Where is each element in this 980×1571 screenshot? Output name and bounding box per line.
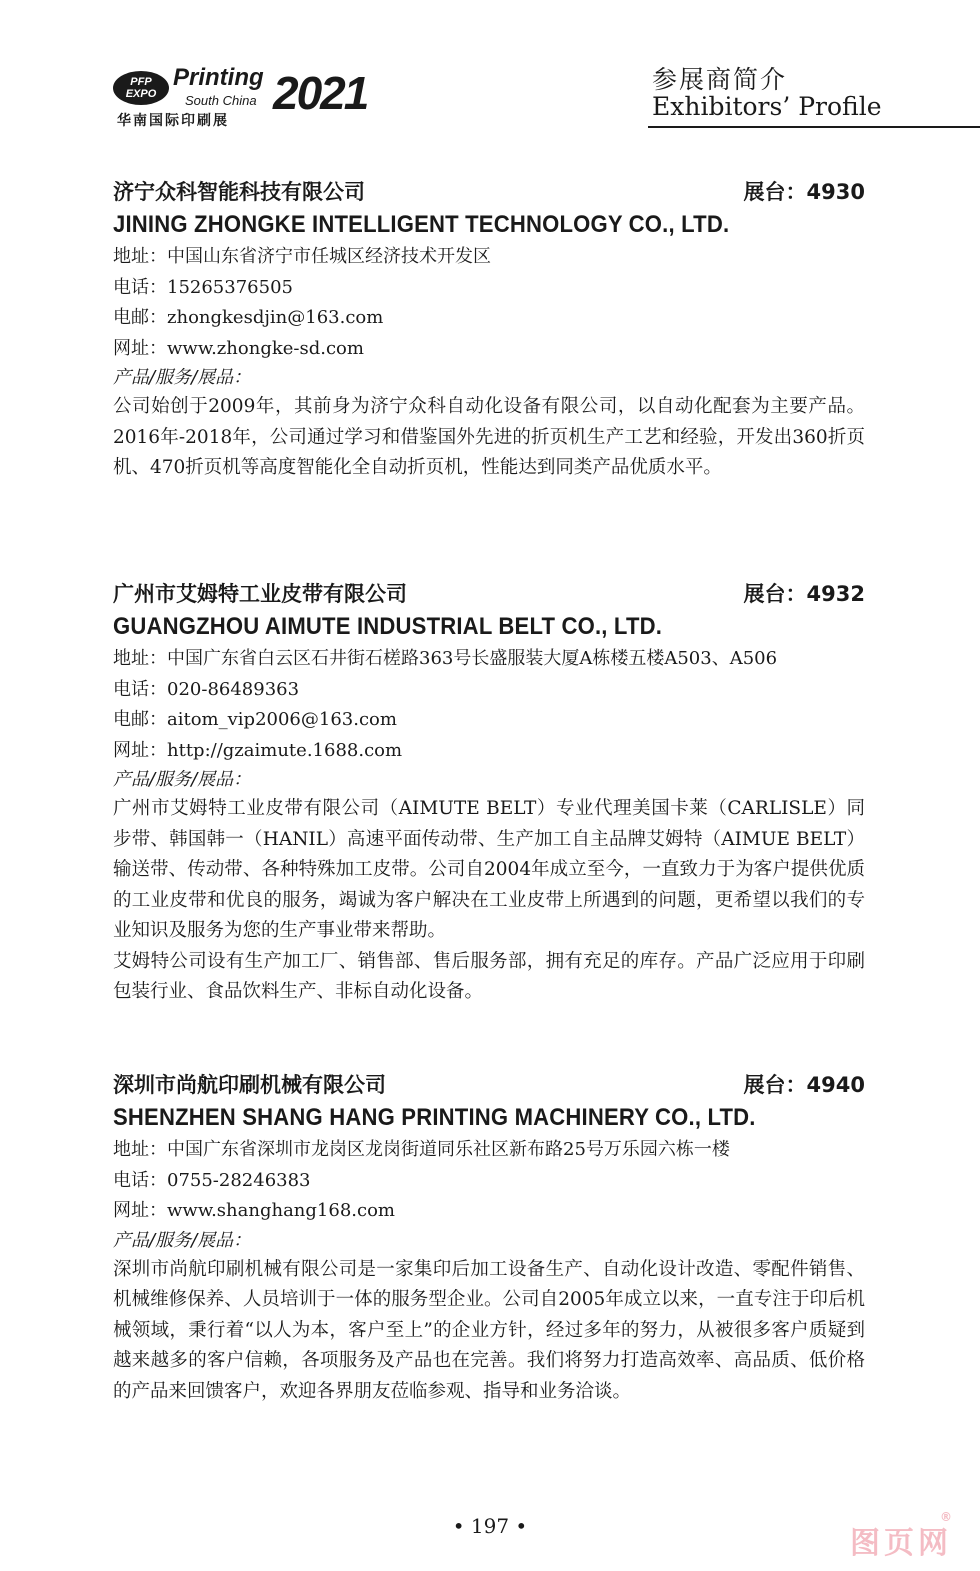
exhibitor-entry [113, 579, 865, 1008]
exhibitor-name-cn-text: 广州市艾姆特工业皮带有限公司 [113, 582, 407, 606]
exhibitor-description: 公司始创于2009年，其前身为济宁众科自动化设备有限公司，以自动化配套为主要产品。2016年-2018年，公司通过学习和借鉴国外先进的折页机生产工艺和经验，开发出360折页机、470折页机等高度智能化全自动折页机，性能达到同类产品优质水平。 [113, 396, 865, 478]
products-label: 产品/服务/展品： [113, 1229, 252, 1251]
booth-number: 展台：4940 [743, 1073, 865, 1097]
header-rule [648, 126, 980, 128]
exhibitor-email: 电邮：aitom_vip2006@163.com [113, 709, 397, 730]
logo-south-china-text: South China [185, 93, 257, 108]
exhibitor-phone: 电话：020-86489363 [113, 678, 300, 700]
products-label: 产品/服务/展品： [113, 769, 252, 790]
exhibitor-address: 地址：中国广东省深圳市龙岗区龙岗街道同乐社区新布路25号万乐园六栋一楼 [113, 1139, 730, 1160]
watermark-text: 图页网 [850, 1526, 952, 1561]
section-title-en: Exhibitors’ Profile [652, 92, 882, 121]
exhibitor-description-2: 艾姆特公司设有生产加工厂、销售部、售后服务部，拥有充足的库存。产品广泛应用于印刷包装行业、食品饮料生产、非标自动化设备。 [113, 950, 865, 1002]
exhibitor-entry [113, 1070, 865, 1407]
exhibitor-address: 地址：中国山东省济宁市任城区经济技术开发区 [113, 246, 491, 267]
booth-number: 展台：4930 [743, 180, 865, 204]
exhibitor-name-cn-text: 济宁众科智能科技有限公司 [113, 180, 365, 204]
exhibitor-name-en: GUANGZHOU AIMUTE INDUSTRIAL BELT CO., LTD. [113, 613, 663, 640]
logo-year: 2021 [273, 67, 368, 119]
logo-badge-expo: EXPO [125, 88, 157, 100]
exhibitor-name-cn [113, 579, 865, 610]
products-label: 产品/服务/展品： [113, 367, 252, 388]
logo-chinese-name: 华南国际印刷展 [117, 113, 229, 129]
watermark-logo [850, 1510, 952, 1562]
exhibitor-name-cn [113, 1070, 865, 1101]
exhibitor-website: 网址：www.shanghang168.com [113, 1200, 395, 1221]
exhibitor-name-en: JINING ZHONGKE INTELLIGENT TECHNOLOGY CO., LTD. [113, 211, 730, 238]
exhibitor-website: 网址：http://gzaimute.1688.com [113, 739, 403, 761]
page-number: • 197 • [452, 1514, 528, 1538]
exhibitor-name-cn [113, 177, 865, 208]
exhibitor-name-cn-text: 深圳市尚航印刷机械有限公司 [113, 1073, 386, 1097]
logo-printing-text: Printing [173, 64, 264, 91]
exhibitor-description: 广州市艾姆特工业皮带有限公司（AIMUTE BELT）专业代理美国卡莱（CARLISLE）同步带、韩国韩一（HANIL）高速平面传动带、生产加工自主品牌艾姆特（AIMUE BELT）输送带、传动带、各种特殊加工皮带。公司自2004年成立至今，一直致力于为客户提供优质的工业皮带和优良的服务，竭诚为客户解决在工业皮带上所遇到的问题，更希望以我们的专业知识及服务为您的生产事业带来帮助。 [113, 798, 865, 941]
logo-badge-pfp: PFP [130, 76, 152, 88]
exhibitor-email: 电邮：zhongkesdjin@163.com [113, 307, 384, 328]
booth-number: 展台：4932 [743, 582, 865, 606]
logo-badge [113, 71, 169, 105]
exhibitor-name-en: SHENZHEN SHANG HANG PRINTING MACHINERY CO., LTD. [113, 1104, 756, 1131]
registered-mark: ® [940, 1510, 952, 1524]
expo-logo [113, 64, 383, 134]
exhibitor-phone: 电话：0755-28246383 [113, 1169, 311, 1191]
exhibitor-phone: 电话：15265376505 [113, 276, 293, 298]
exhibitor-website: 网址：www.zhongke-sd.com [113, 337, 364, 359]
section-title-cn: 参展商简介 [652, 65, 788, 94]
exhibitor-entry [113, 177, 865, 484]
exhibitor-address: 地址：中国广东省白云区石井街石槎路363号长盛服装大厦A栋楼五楼A503、A506 [113, 648, 778, 669]
exhibitor-description: 深圳市尚航印刷机械有限公司是一家集印后加工设备生产、自动化设计改造、零配件销售、机械维修保养、人员培训于一体的服务型企业。公司自2005年成立以来，一直专注于印后机械领域，秉行着“以人为本，客户至上”的企业方针，经过多年的努力，从被很多客户质疑到越来越多的客户信赖，各项服务及产品也在完善。我们将努力打造高效率、高品质、低价格的产品来回馈客户，欢迎各界朋友莅临参观、指导和业务洽谈。 [113, 1258, 865, 1402]
